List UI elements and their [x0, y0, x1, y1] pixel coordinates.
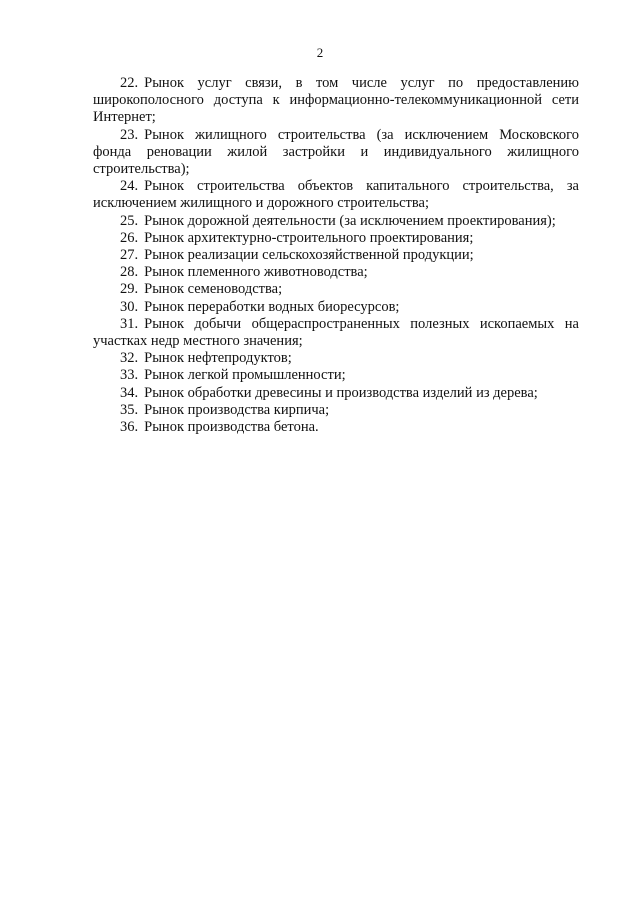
item-number: 34.: [120, 384, 139, 401]
list-item: [93, 75, 579, 127]
item-number: 35.: [120, 401, 139, 418]
item-number: 27.: [120, 247, 139, 264]
item-number: 36.: [120, 419, 139, 436]
item-text: Рынок строительства объектов капитального строительства, за исключением жилищного и дорожного строительства;: [93, 178, 579, 212]
list-item: [93, 178, 579, 212]
item-text: Рынок нефтепродуктов;: [144, 350, 292, 367]
item-text: Рынок реализации сельскохозяйственной продукции;: [144, 247, 474, 264]
list-item: [93, 230, 579, 247]
list-item: [93, 350, 579, 367]
list-item: [93, 419, 579, 436]
item-number: 26.: [120, 229, 139, 246]
item-text: Рынок переработки водных биоресурсов;: [144, 298, 400, 315]
list-item: [93, 385, 579, 402]
list-item: [93, 316, 579, 350]
item-text: Рынок производства кирпича;: [144, 401, 330, 418]
item-number: 32.: [120, 350, 139, 367]
item-number: 31.: [120, 315, 139, 332]
item-number: 30.: [120, 298, 139, 315]
list-item: [93, 264, 579, 281]
item-text: Рынок племенного животноводства;: [144, 264, 368, 281]
list-item: [93, 281, 579, 298]
item-number: 29.: [120, 281, 139, 298]
list-item: [93, 402, 579, 419]
item-text: Рынок добычи общераспространенных полезных ископаемых на участках недр местного значения;: [93, 315, 579, 350]
item-text: Рынок производства бетона.: [144, 419, 319, 436]
item-number: 25.: [120, 212, 139, 229]
list-item: [93, 213, 579, 230]
page-number: 2: [316, 45, 324, 60]
item-text: Рынок семеноводства;: [144, 281, 283, 298]
item-number: 23.: [120, 126, 139, 143]
item-text: Рынок жилищного строительства (за исключением Московского фонда реновации жилой застройки и индивидуального жилищного строительства);: [93, 126, 579, 178]
item-text: Рынок обработки древесины и производства изделий из дерева;: [144, 384, 538, 401]
item-number: 33.: [120, 367, 139, 384]
item-text: Рынок услуг связи, в том числе услуг по предоставлению широкополосного доступа к информационно-телекоммуникационной сети Интернет;: [93, 75, 579, 126]
item-number: 24.: [120, 178, 139, 195]
item-text: Рынок дорожной деятельности (за исключением проектирования);: [144, 212, 556, 229]
market-list: [93, 75, 579, 436]
item-text: Рынок легкой промышленности;: [144, 367, 346, 384]
list-item: [93, 127, 579, 179]
item-text: Рынок архитектурно-строительного проектирования;: [144, 229, 474, 246]
item-number: 28.: [120, 264, 139, 281]
list-item: [93, 247, 579, 264]
item-number: 22.: [120, 75, 139, 91]
list-item: [93, 367, 579, 384]
list-item: [93, 299, 579, 316]
